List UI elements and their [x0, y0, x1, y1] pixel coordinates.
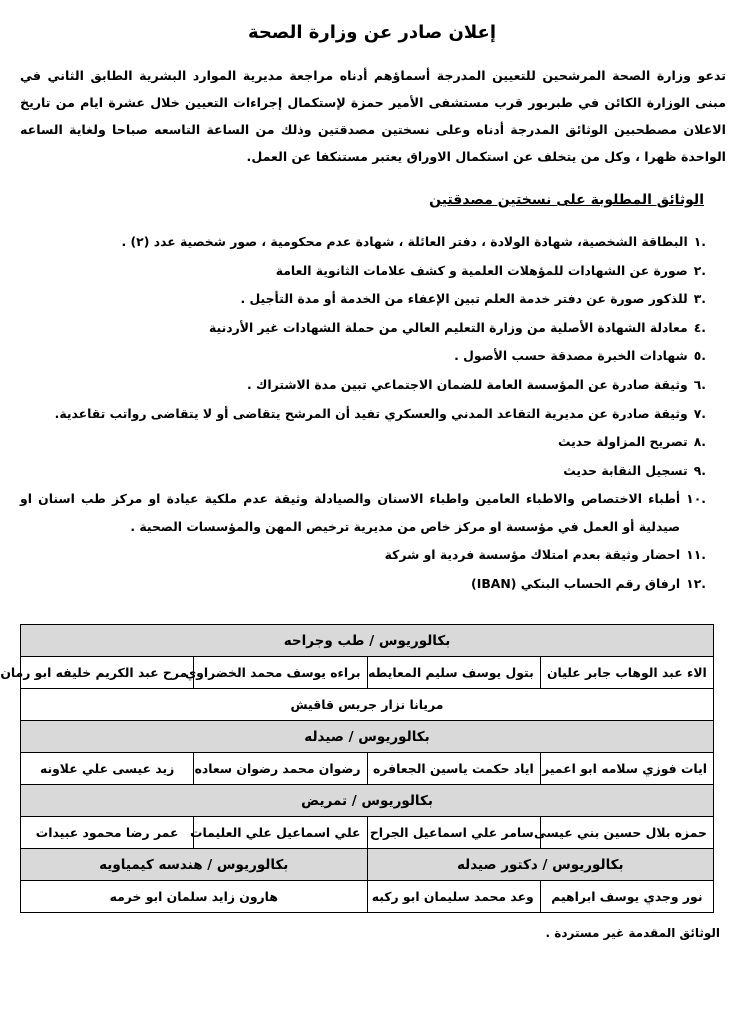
item-number: .٣	[693, 291, 706, 307]
candidate-name: بتول يوسف سليم المعايطه	[367, 657, 540, 689]
candidate-name: براءه يوسف محمد الخضراوي	[194, 657, 367, 689]
list-item	[20, 457, 706, 486]
candidate-name: مرح عبد الكريم خليفه ابو رمان	[21, 657, 194, 689]
item-text: احضار وثيقة بعدم امتلاك مؤسسة فردية او شركة	[384, 547, 681, 563]
table-row	[21, 849, 714, 881]
documents-list	[20, 228, 706, 599]
candidate-name: مريانا نزار جريس قاقيش	[21, 689, 714, 721]
candidate-name: ايات فوزي سلامه ابو اعمير	[540, 753, 713, 785]
list-item	[20, 485, 706, 541]
item-number: .١١	[686, 547, 706, 563]
candidate-name: حمزه بلال حسين بني عيسى	[540, 817, 713, 849]
item-text: تسجيل النقابة حديث	[563, 462, 688, 478]
item-text: ارفاق رقم الحساب البنكي (IBAN)	[471, 575, 681, 591]
candidate-name: اياد حكمت ياسين الجعافره	[367, 753, 540, 785]
list-item	[20, 285, 706, 314]
table-row	[21, 625, 714, 657]
item-text: للذكور صورة عن دفتر خدمة العلم تبين الإعفاء من الخدمة أو مدة التأجيل .	[240, 291, 688, 307]
list-item	[20, 257, 706, 286]
list-item	[20, 342, 706, 371]
list-item	[20, 400, 706, 429]
item-number: .٩	[693, 462, 706, 478]
section-header-pharmd: بكالوريوس / دكتور صيدله	[367, 849, 714, 881]
item-text: معادلة الشهادة الأصلية من وزارة التعليم العالي من حملة الشهادات غير الأردنية	[209, 319, 688, 335]
table-row	[21, 689, 714, 721]
announcement-title: إعلان صادر عن وزارة الصحة	[247, 22, 497, 43]
list-item	[20, 314, 706, 343]
section-header-nursing: بكالوريوس / تمريض	[21, 785, 714, 817]
item-number: .١	[693, 234, 706, 249]
list-item	[20, 371, 706, 400]
item-number: .٦	[693, 376, 706, 392]
section-header-medicine: بكالوريوس / طب وجراحه	[21, 625, 714, 657]
candidate-name: رضوان محمد رضوان سعاده	[194, 753, 367, 785]
item-number: .٧	[693, 405, 706, 421]
item-text: صورة عن الشهادات للمؤهلات العلمية و كشف علامات الثانوية العامة	[275, 262, 688, 278]
item-number: .٨	[693, 434, 706, 450]
item-number: .٤	[693, 319, 706, 335]
list-item	[20, 570, 706, 599]
candidate-name: عمر رضا محمود عبيدات	[21, 817, 194, 849]
item-number: .١٢	[686, 575, 706, 591]
list-item	[20, 541, 706, 570]
item-text: أطباء الاختصاص والاطباء العامين واطباء الاسنان والصيادلة وثيقة عدم ملكية عيادة او مركز طب اسنان او صيدلية أو العمل في مؤسسة او مركز خاص من مديرية ترخيص المهن والمؤسسات الصحية .	[20, 491, 681, 535]
table-row	[21, 785, 714, 817]
candidate-name: الاء عبد الوهاب جابر عليان	[540, 657, 713, 689]
candidate-name: وعد محمد سليمان ابو ركبه	[367, 881, 540, 913]
item-number: .٥	[693, 348, 706, 364]
candidate-name: سامر علي اسماعيل الجراح	[367, 817, 540, 849]
candidate-name: هارون زايد سلمان ابو خرمه	[21, 881, 368, 913]
item-text: شهادات الخبرة مصدقة حسب الأصول .	[454, 348, 688, 364]
item-text: وثيقة صادرة عن المؤسسة العامة للضمان الاجتماعي تبين مدة الاشتراك .	[246, 376, 688, 392]
candidate-name: زيد عيسى علي علاونه	[21, 753, 194, 785]
candidate-name: علي اسماعيل علي العليمات	[194, 817, 367, 849]
intro-paragraph: تدعو وزارة الصحة المرشحين للتعيين المدرجة أسماؤهم أدناه مراجعة مديرية الموارد البشرية الطابق الثاني في مبنى الوزارة الكائن في طبربور قرب مستشفى الأمير حمزة لإستكمال إجراءات التعيين خلال عشرة ايام من تاريخ الاعلان مصطحبين الوثائق المدرجة أدناه وعلى نسختين مصدقتين وذلك من الساعة التاسعه صباحا ولغاية الساعه الواحدة ظهرا ، وكل من يتخلف عن استكمال الاوراق يعتبر مستنكفا عن العمل.	[20, 68, 726, 164]
item-text: تصريح المزاولة حديث	[558, 434, 688, 450]
list-item	[20, 428, 706, 457]
table-row	[21, 817, 714, 849]
item-text: البطاقة الشخصية، شهادة الولادة ، دفتر العائلة ، شهادة عدم محكومية ، صور شخصية عدد (٢) .	[121, 234, 688, 249]
list-item	[20, 228, 706, 257]
section-header-pharmacy: بكالوريوس / صيدله	[21, 721, 714, 753]
documents-heading: الوثائق المطلوبة على نسختين مصدقتين	[429, 192, 704, 208]
item-text: وثيقة صادرة عن مديرية التقاعد المدني والعسكري تفيد أن المرشح يتقاضى أو لا يتقاضى رواتب تقاعدية.	[54, 405, 688, 421]
table-row	[21, 657, 714, 689]
item-number: .٢	[693, 262, 706, 278]
candidates-table	[0, 624, 714, 913]
table-row	[21, 881, 714, 913]
section-header-chemical-engineering: بكالوريوس / هندسه كيمياويه	[21, 849, 368, 881]
candidate-name: نور وجدي يوسف ابراهيم	[540, 881, 713, 913]
item-number: .١٠	[686, 491, 706, 507]
table-row	[21, 721, 714, 753]
footnote: الوثائق المقدمة غير مستردة .	[545, 926, 720, 940]
table-row	[21, 753, 714, 785]
